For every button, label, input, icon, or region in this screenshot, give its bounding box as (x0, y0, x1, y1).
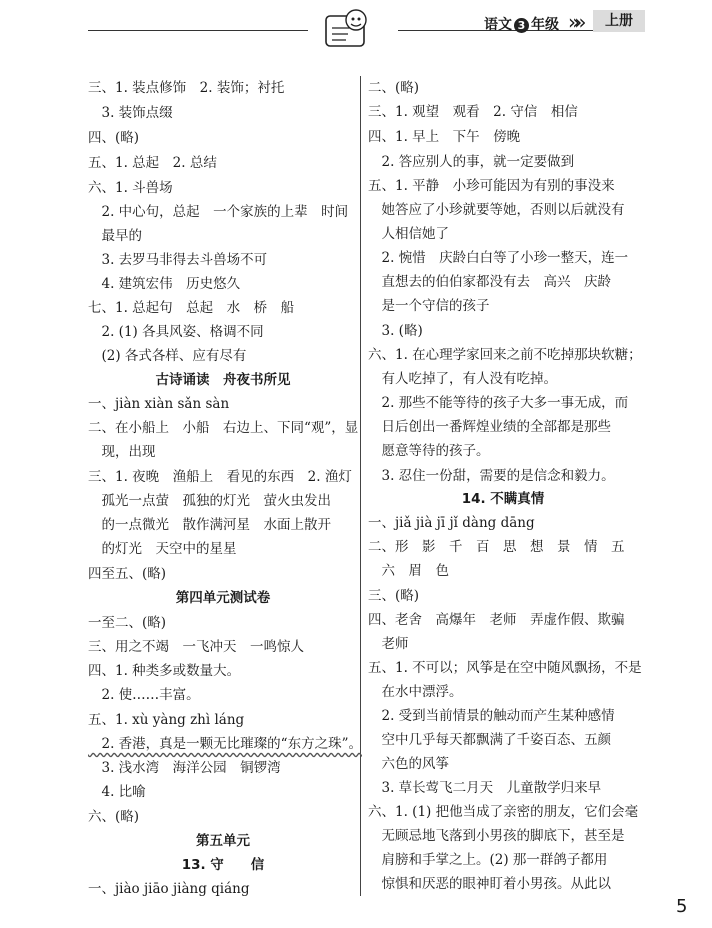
mascot-icon (320, 6, 376, 52)
answer-line: 四、(略) (88, 130, 140, 146)
answer-line: 六、(略) (88, 809, 140, 825)
grade-label (484, 14, 559, 34)
answer-line: 是一个守信的孩子 (368, 298, 490, 314)
answer-line: 2. 那些不能等待的孩子大多一事无成，而 (368, 395, 629, 411)
answer-line: 四、老舍 高爆年 老师 弄虚作假、欺骗 (368, 612, 625, 628)
answer-line: 最早的 (88, 228, 142, 244)
answer-line: 2. 中心句，总起 一个家族的上辈 时间 (88, 204, 349, 220)
answer-line: 六 眉 色 (368, 563, 449, 579)
answer-line: 2. 使……丰富。 (88, 687, 200, 703)
answer-line: 2. 惋惜 庆龄白白等了小珍一整天，连一 (368, 250, 629, 266)
answer-line: 二、形 影 千 百 思 想 景 情 五 (368, 539, 625, 555)
section-title: 古诗诵读 舟夜书所见 (155, 372, 291, 388)
answer-line: 无顾忌地飞落到小男孩的脚底下，甚至是 (368, 828, 625, 844)
answer-line: 4. 建筑宏伟 历史悠久 (88, 276, 241, 292)
answer-line: 六、1. 斗兽场 (88, 180, 173, 196)
answer-line: 人相信她了 (368, 226, 449, 242)
section-title: 第四单元测试卷 (175, 590, 271, 606)
answer-line: 一至二、(略) (88, 615, 167, 631)
volume-label: 上册 (593, 10, 645, 32)
answer-line: 2. 受到当前情景的触动而产生某种感情 (368, 708, 615, 724)
answer-line: 3. (略) (368, 323, 423, 339)
answer-line: 3. 草长莺飞二月天 儿童散学归来早 (368, 780, 602, 796)
section-title: 14. 不瞒真情 (461, 491, 545, 507)
column-divider (360, 76, 361, 896)
answer-line: 五、1. 不可以；风筝是在空中随风飘扬，不是 (368, 660, 642, 676)
answer-line: 六色的风筝 (368, 756, 449, 772)
answer-line: 的灯光 天空中的星星 (88, 541, 237, 557)
page-number: 5 (676, 896, 688, 917)
answer-line: 五、1. 平静 小珍可能因为有别的事没来 (368, 178, 615, 194)
answer-line: 五、1. xù yàng zhì láng (88, 712, 245, 728)
chevron-right-icon: »» (568, 10, 581, 34)
subject-label: 语文 (484, 17, 512, 33)
answer-line: 4. 比喻 (88, 784, 146, 800)
answer-line: 三、1. 观望 观看 2. 守信 相信 (368, 104, 578, 120)
answer-line: 现，出现 (88, 444, 156, 460)
page-header (0, 0, 712, 60)
answer-line: 二、(略) (368, 80, 420, 96)
answer-line: 2. 香港，真是一颗无比璀璨的“东方之珠”。 (88, 736, 362, 752)
answer-line: 四、1. 种类多或数量大。 (88, 663, 241, 679)
answer-line: 一、jiǎ jià jī jǐ dàng dāng (368, 515, 535, 531)
answer-line: (2) 各式各样、应有尽有 (88, 348, 247, 364)
answer-line: 五、1. 总起 2. 总结 (88, 155, 217, 171)
answer-line: 一、jiàn xiàn sǎn sàn (88, 396, 230, 412)
answer-line: 惊惧和厌恶的眼神盯着小男孩。从此以 (368, 876, 611, 892)
answer-line: 三、(略) (368, 588, 420, 604)
answer-line: 她答应了小珍就要等她，否则以后就没有 (368, 202, 625, 218)
answer-line: 空中几乎每天都飘满了千姿百态、五颜 (368, 732, 611, 748)
answer-line: 孤光一点萤 孤独的灯光 萤火虫发出 (88, 493, 331, 509)
answer-line: 在水中漂浮。 (368, 684, 463, 700)
answer-line: 三、1. 夜晚 渔船上 看见的东西 2. 渔灯 (88, 469, 352, 485)
answer-line: 老师 (368, 636, 409, 652)
answer-line: 有人吃掉了，有人没有吃掉。 (368, 371, 557, 387)
header-rule-left (88, 30, 308, 31)
section-title: 第五单元 (196, 833, 250, 849)
answer-line: 二、在小船上 小船 右边上、下同“观”，显 (88, 420, 359, 436)
grade-suffix: 年级 (531, 17, 559, 33)
answer-line: 3. 忍住一份甜，需要的是信念和毅力。 (368, 468, 615, 484)
answer-line: 的一点微光 散作满河星 水面上散开 (88, 517, 331, 533)
answer-line: 3. 装饰点缀 (88, 105, 173, 121)
answer-line: 三、用之不竭 一飞冲天 一鸣惊人 (88, 639, 304, 655)
answer-line: 六、1. 在心理学家回来之前不吃掉那块软糖； (368, 347, 642, 363)
grade-number-badge: 3 (514, 18, 529, 33)
answer-line: 3. 浅水湾 海洋公园 铜锣湾 (88, 760, 281, 776)
answer-line: 四、1. 早上 下午 傍晚 (368, 129, 521, 145)
answer-line: 日后创出一番辉煌业绩的全部都是那些 (368, 419, 611, 435)
answer-line: 肩膀和手掌之上。(2) 那一群鸽子都用 (368, 852, 608, 868)
answer-line: 2. 答应别人的事，就一定要做到 (368, 154, 575, 170)
answer-line: 2. (1) 各具风姿、格调不同 (88, 324, 264, 340)
answer-line: 七、1. 总起句 总起 水 桥 船 (88, 300, 295, 316)
answer-line: 愿意等待的孩子。 (368, 443, 490, 459)
answer-line: 一、jiào jiāo jiàng qiáng (88, 881, 250, 897)
section-title: 13. 守 信 (181, 857, 265, 873)
answer-line: 四至五、(略) (88, 566, 167, 582)
answer-line: 直想去的伯伯家都没有去 高兴 庆龄 (368, 274, 611, 290)
answer-line: 六、1. (1) 把他当成了亲密的朋友，它们会毫 (368, 804, 639, 820)
answer-line: 3. 去罗马非得去斗兽场不可 (88, 252, 268, 268)
answer-line: 三、1. 装点修饰 2. 装饰；衬托 (88, 80, 285, 96)
